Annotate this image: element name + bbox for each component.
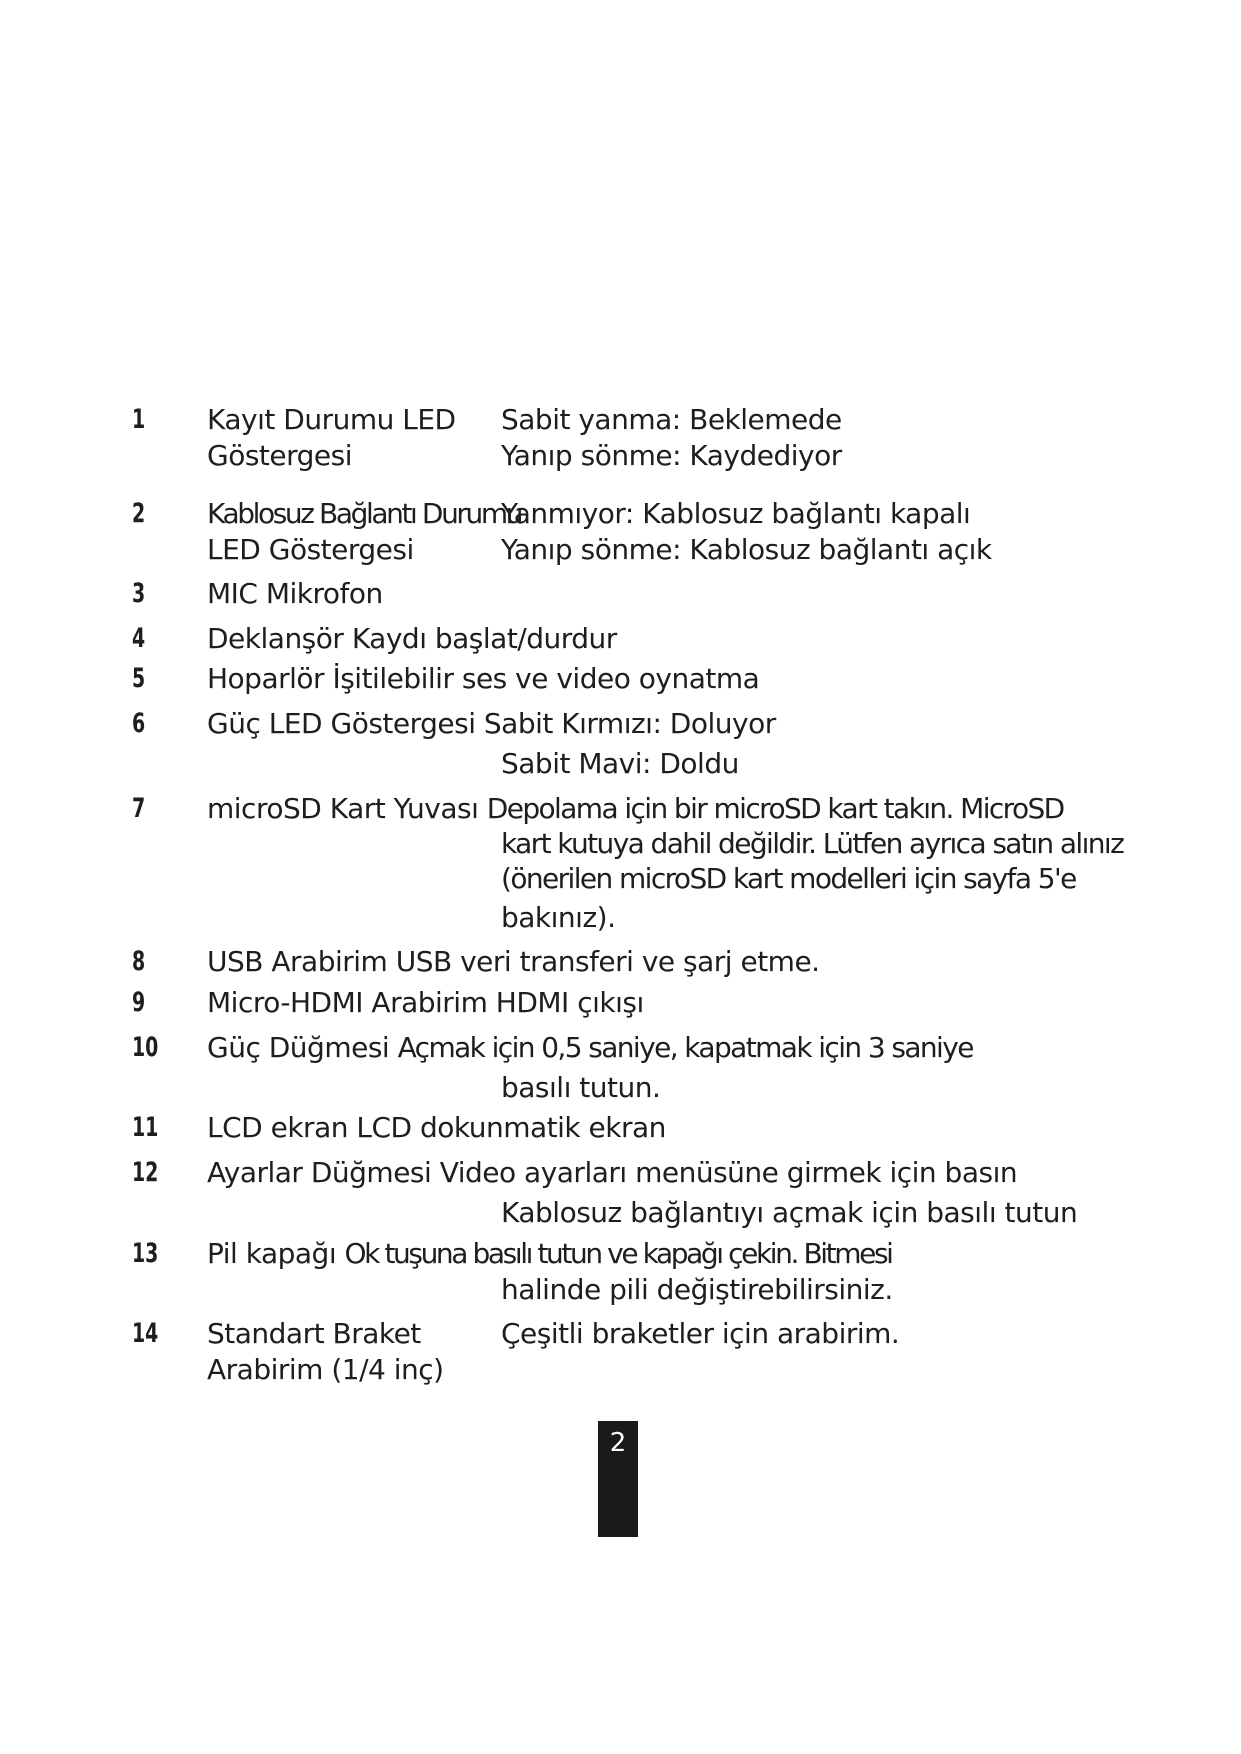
item-7-cont-1: kart kutuya dahil değildir. Lütfen ayrıca satın alınız [501,827,1124,860]
item-7-desc: Depolama için bir microSD kart takın. MicroSD [486,792,1064,825]
item-13-text [207,1236,892,1272]
item-number-1: 1 [132,404,146,435]
item-10-desc: Açmak için 0,5 saniye, kapatmak için 3 saniye [397,1031,973,1064]
item-number-6: 6 [132,708,146,739]
item-7-cont-3: bakınız). [501,901,616,934]
item-10-cont: basılı tutun. [501,1071,661,1104]
item-11-text: LCD ekran LCD dokunmatik ekran [207,1111,666,1144]
item-number-12: 12 [132,1157,159,1188]
item-8-text: USB Arabirim USB veri transferi ve şarj etme. [207,945,820,978]
item-number-3: 3 [132,578,146,609]
item-number-7: 7 [132,793,146,824]
item-1-name: Kayıt Durumu LED [207,403,456,436]
item-number-10: 10 [132,1032,159,1063]
item-7-cont-2: (önerilen microSD kart modelleri için sayfa 5'e [501,862,1076,895]
item-number-9: 9 [132,987,146,1018]
item-9-text: Micro-HDMI Arabirim HDMI çıkışı [207,986,644,1019]
item-1-name-cont: Göstergesi [207,439,353,472]
item-10-label: Güç Düğmesi [207,1031,398,1064]
item-13-label: Pil kapağı [207,1237,345,1270]
item-number-4: 4 [132,623,146,654]
item-13-cont: halinde pili değiştirebilirsiniz. [501,1273,893,1306]
item-7-text [207,791,1064,827]
item-14-desc: Çeşitli braketler için arabirim. [501,1317,900,1350]
item-13-desc: Ok tuşuna basılı tutun ve kapağı çekin. Bitmesi [344,1237,892,1270]
item-2-desc-cont: Yanıp sönme: Kablosuz bağlantı açık [501,533,992,566]
item-1-desc-cont: Yanıp sönme: Kaydediyor [501,439,842,472]
item-14-name-cont: Arabirim (1/4 inç) [207,1353,444,1386]
item-3-text: MIC Mikrofon [207,577,383,610]
item-7-label: microSD Kart Yuvası [207,792,487,825]
item-12-cont: Kablosuz bağlantıyı açmak için basılı tutun [501,1196,1078,1229]
item-6-cont: Sabit Mavi: Doldu [501,747,739,780]
page-number-tab [598,1421,638,1537]
item-number-11: 11 [132,1112,159,1143]
item-10-text [207,1030,973,1066]
item-2-name: Kablosuz Bağlantı Durumu [207,497,522,530]
item-2-name-cont: LED Göstergesi [207,533,414,566]
item-1-desc: Sabit yanma: Beklemede [501,403,842,436]
item-number-8: 8 [132,946,146,977]
item-number-2: 2 [132,498,146,529]
item-number-13: 13 [132,1238,159,1269]
item-14-name: Standart Braket [207,1317,421,1350]
item-2-desc: Yanmıyor: Kablosuz bağlantı kapalı [501,497,971,530]
item-6-text: Güç LED Göstergesi Sabit Kırmızı: Doluyor [207,707,776,740]
item-number-14: 14 [132,1318,159,1349]
item-4-text: Deklanşör Kaydı başlat/durdur [207,622,617,655]
page-number: 2 [609,1428,627,1458]
item-5-text: Hoparlör İşitilebilir ses ve video oynatma [207,662,760,695]
item-number-5: 5 [132,663,146,694]
item-12-text: Ayarlar Düğmesi Video ayarları menüsüne girmek için basın [207,1156,1018,1189]
